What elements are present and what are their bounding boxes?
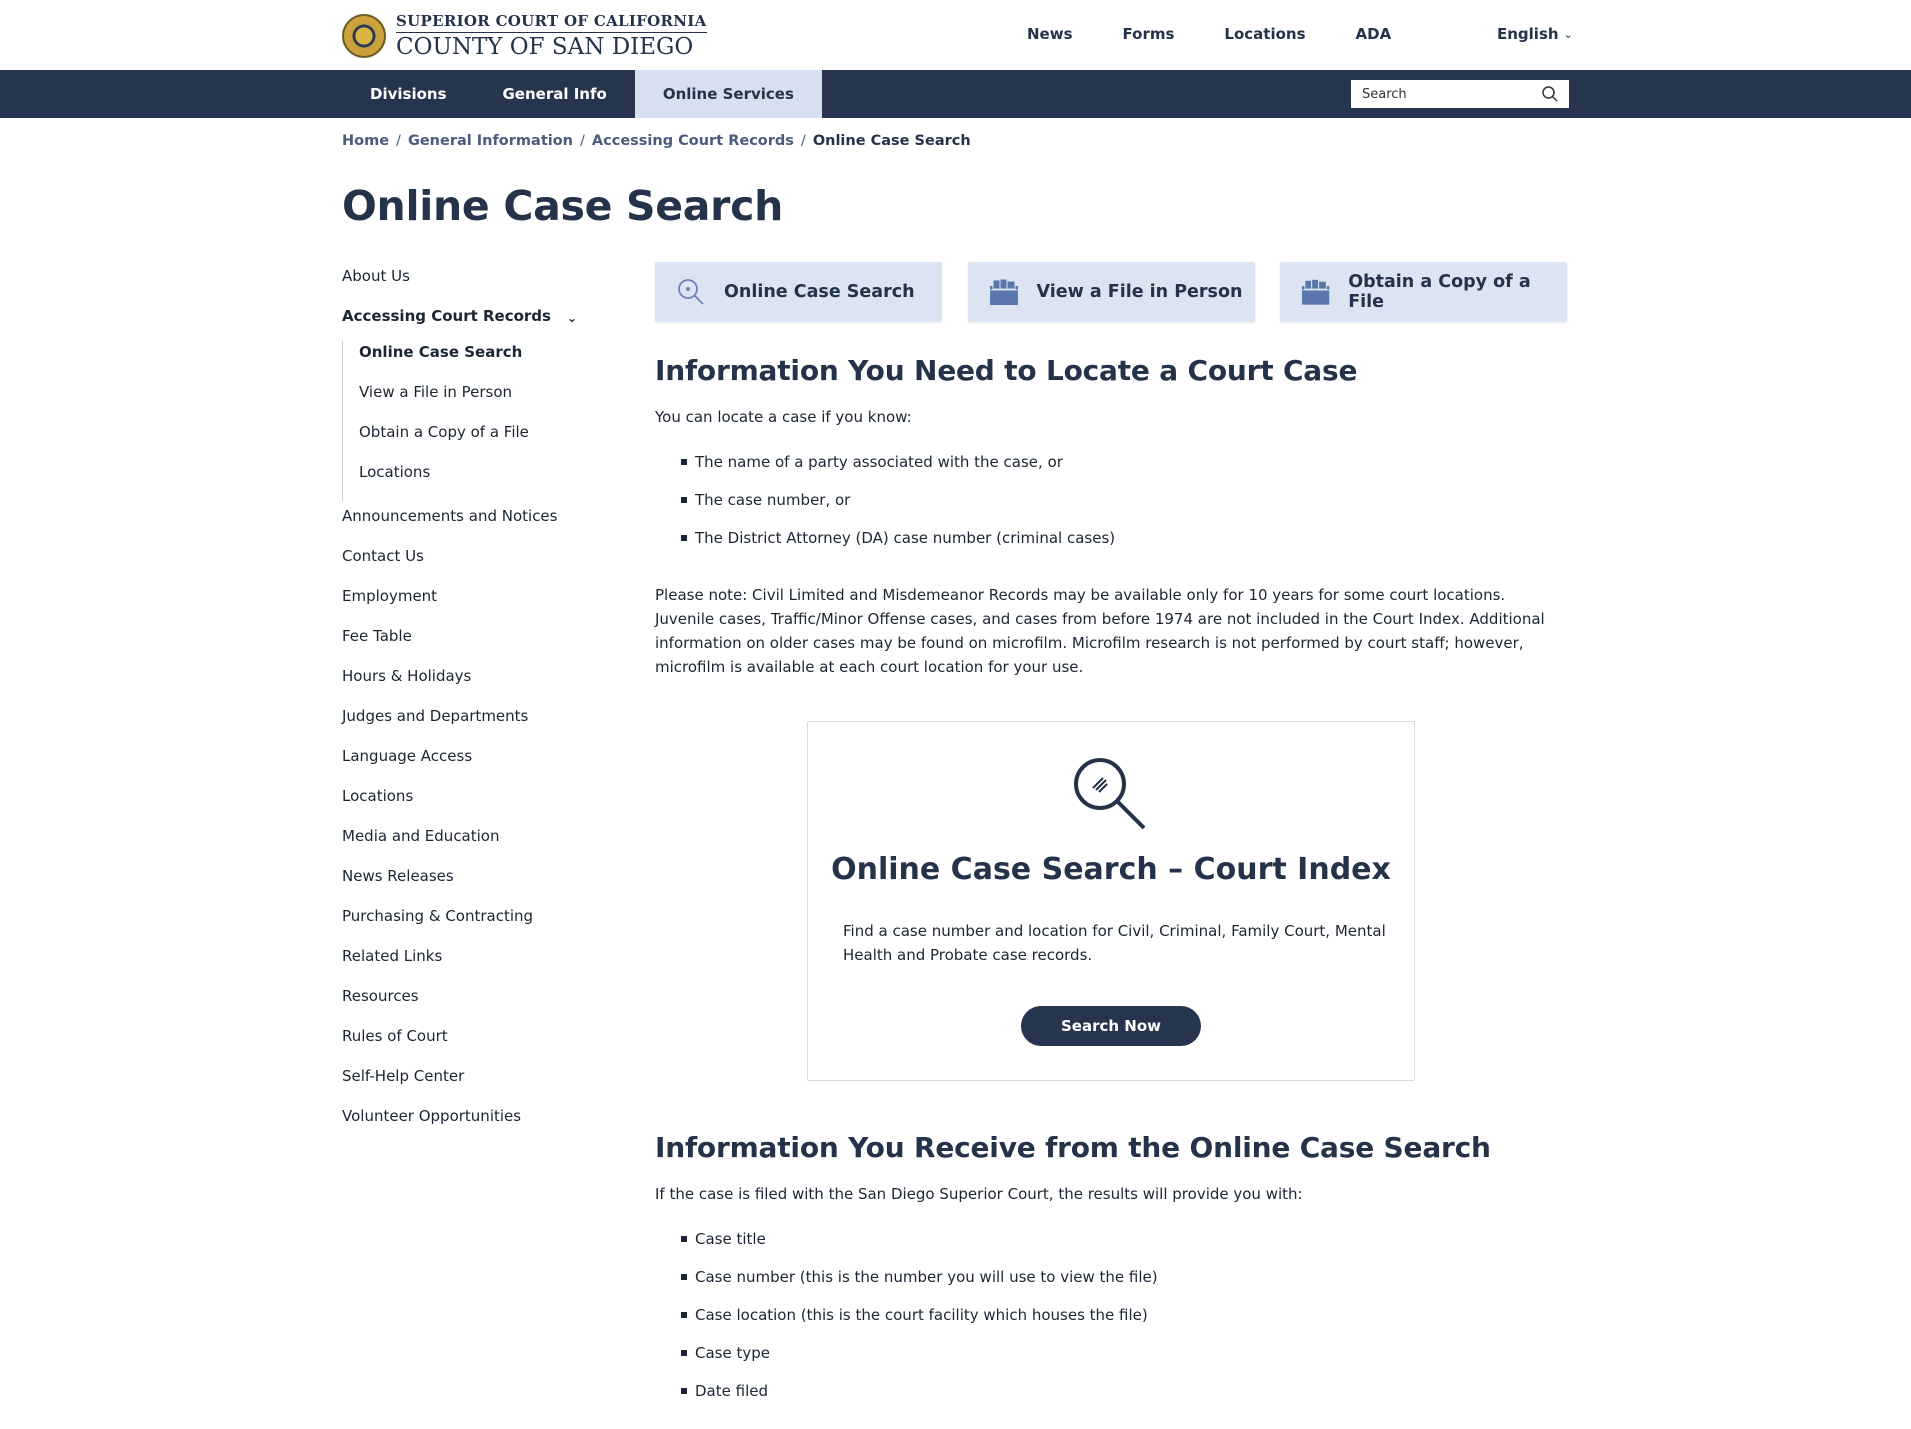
sidebar-subnav [342, 341, 582, 501]
results-info-list [681, 1228, 1567, 1418]
section-intro: You can locate a case if you know: [655, 408, 912, 426]
tab-online-services[interactable]: Online Services [635, 70, 822, 118]
breadcrumb-current: Online Case Search [812, 133, 971, 149]
tab-general-info[interactable]: General Info [502, 85, 607, 103]
list-item: Date filed [681, 1380, 1567, 1418]
sidebar-item-rules-of-court[interactable]: Rules of Court [342, 1027, 448, 1045]
logo-line2: COUNTY OF SAN DIEGO [396, 34, 694, 60]
sidebar-item-related-links[interactable]: Related Links [342, 947, 443, 965]
sidebar-item-judges[interactable]: Judges and Departments [342, 707, 529, 725]
sidebar-item-contact-us[interactable]: Contact Us [342, 547, 424, 565]
sidebar-item-resources[interactable]: Resources [342, 987, 419, 1005]
chevron-down-icon[interactable]: ⌄ [566, 311, 578, 325]
sidebar-item-self-help[interactable]: Self-Help Center [342, 1067, 465, 1085]
sidebar-item-locations[interactable]: Locations [342, 787, 414, 805]
card-label: View a File in Person [1036, 282, 1243, 302]
site-search [1351, 80, 1569, 108]
sidebar-subitem-locations[interactable]: Locations [359, 463, 431, 481]
list-item: The name of a party associated with the case, or [681, 451, 1567, 489]
feature-description: Find a case number and location for Civil, Criminal, Family Court, Mental Health and Probate case records. [843, 922, 1386, 964]
search-icon [1072, 756, 1152, 836]
tab-divisions[interactable]: Divisions [370, 85, 447, 103]
card-obtain-copy[interactable] [1280, 262, 1567, 322]
language-label: English [1497, 25, 1559, 43]
records-note: Please note: Civil Limited and Misdemeanor Records may be available only for 10 years for some court locations. Juvenile cases, Traffic/Minor Offense cases, and cases from before 1974 are not included in the Court Index. Additional information on older cases may be found on microfilm. Microfilm research is not performed by court staff; however, microfilm is available at each court location for your use. [655, 586, 1545, 676]
sidebar-subitem-view-file[interactable]: View a File in Person [359, 383, 513, 401]
sidebar-item-fee-table[interactable]: Fee Table [342, 627, 412, 645]
card-view-file[interactable] [968, 262, 1255, 322]
breadcrumb-general-information[interactable]: General Information [407, 133, 574, 149]
sidebar-item-news-releases[interactable]: News Releases [342, 867, 454, 885]
sidebar-item-about-us[interactable]: About Us [342, 267, 410, 285]
sidebar-item-announcements[interactable]: Announcements and Notices [342, 507, 558, 525]
section-intro: If the case is filed with the San Diego Superior Court, the results will provide you with: [655, 1185, 1303, 1203]
file-box-icon [1300, 276, 1331, 308]
main-nav [0, 70, 1911, 118]
sidebar-item-volunteer[interactable]: Volunteer Opportunities [342, 1107, 522, 1125]
court-index-feature [807, 721, 1415, 1081]
feature-title: Online Case Search – Court Index [831, 852, 1391, 887]
court-logo[interactable] [342, 12, 707, 60]
file-box-icon [988, 276, 1020, 308]
main-content [655, 262, 1567, 1418]
breadcrumb-separator: / [580, 133, 585, 149]
utility-link-locations[interactable]: Locations [1224, 25, 1306, 43]
list-item: The case number, or [681, 489, 1567, 527]
sidebar-item-purchasing[interactable]: Purchasing & Contracting [342, 907, 534, 925]
logo-line1: SUPERIOR COURT OF CALIFORNIA [396, 12, 707, 33]
sidebar [342, 265, 582, 1145]
sidebar-item-accessing-court-records[interactable] [342, 305, 582, 345]
sidebar-subitem-online-case-search[interactable]: Online Case Search [359, 343, 523, 361]
breadcrumb-accessing-court-records[interactable]: Accessing Court Records [591, 133, 794, 149]
sidebar-item-language-access[interactable]: Language Access [342, 747, 473, 765]
breadcrumb [342, 133, 971, 149]
list-item: Case number (this is the number you will use to view the file) [681, 1266, 1567, 1304]
list-item: Case location (this is the court facility which houses the file) [681, 1304, 1567, 1342]
utility-link-ada[interactable]: ADA [1355, 25, 1392, 43]
list-item: The District Attorney (DA) case number (criminal cases) [681, 527, 1567, 565]
locate-criteria-list [681, 451, 1567, 565]
card-label: Obtain a Copy of a File [1348, 272, 1531, 312]
sidebar-item-media-education[interactable]: Media and Education [342, 827, 500, 845]
chevron-down-icon: ⌄ [1563, 27, 1573, 41]
site-header [0, 0, 1911, 70]
main-nav-tabs [342, 70, 822, 118]
list-item: Case title [681, 1228, 1567, 1266]
search-now-button[interactable]: Search Now [1021, 1006, 1201, 1046]
logo-text [396, 12, 707, 60]
sidebar-item-label: Accessing Court Records [342, 307, 551, 325]
sidebar-item-hours-holidays[interactable]: Hours & Holidays [342, 667, 472, 685]
utility-link-news[interactable]: News [1027, 25, 1073, 43]
breadcrumb-separator: / [800, 133, 806, 149]
section-heading-locate: Information You Need to Locate a Court Case [655, 354, 1358, 387]
card-online-case-search[interactable] [655, 262, 942, 322]
card-label: Online Case Search [724, 282, 915, 302]
search-icon[interactable] [1541, 85, 1559, 103]
utility-nav [1027, 25, 1441, 43]
magnifier-icon [675, 276, 707, 308]
sidebar-subitem-obtain-copy[interactable]: Obtain a Copy of a File [359, 423, 529, 441]
search-input[interactable] [1362, 87, 1532, 102]
breadcrumb-separator: / [396, 133, 401, 149]
breadcrumb-home[interactable]: Home [342, 133, 390, 149]
utility-link-forms[interactable]: Forms [1122, 25, 1175, 43]
service-cards [655, 262, 1567, 322]
page-title: Online Case Search [342, 182, 783, 230]
language-selector[interactable] [1497, 25, 1573, 43]
sidebar-item-employment[interactable]: Employment [342, 587, 438, 605]
list-item: Case type [681, 1342, 1567, 1380]
court-seal-icon [342, 14, 386, 58]
section-heading-receive: Information You Receive from the Online Case Search [655, 1131, 1491, 1164]
